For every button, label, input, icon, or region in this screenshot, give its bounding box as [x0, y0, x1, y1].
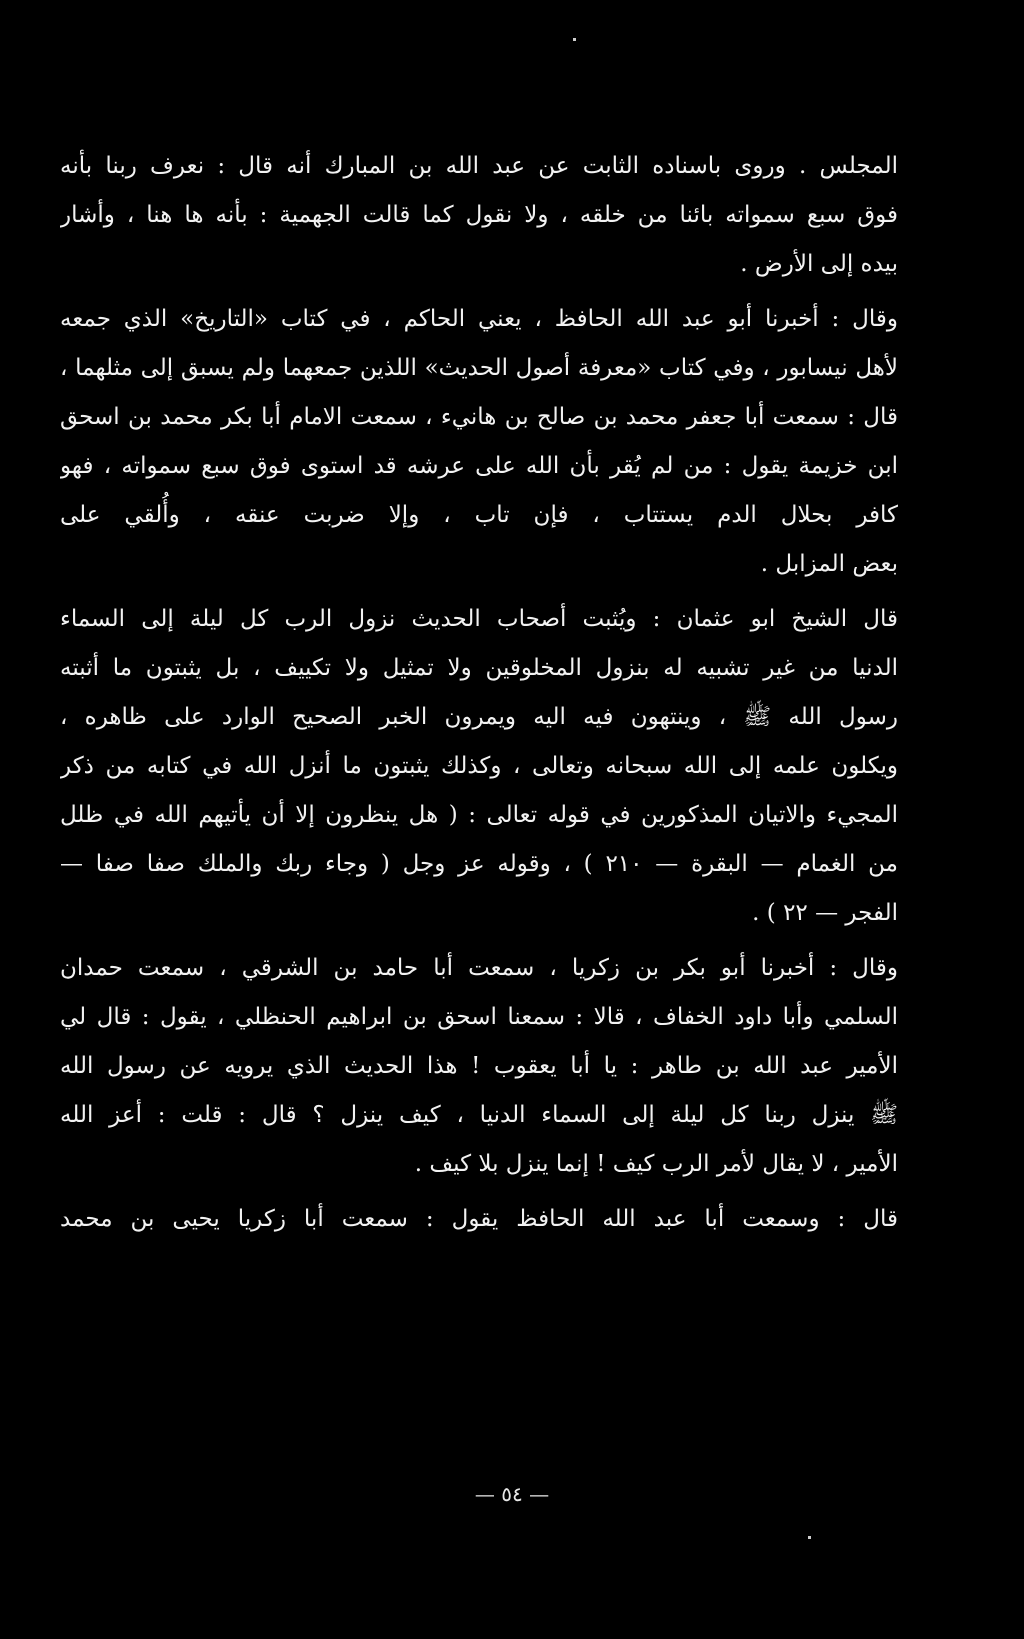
text-line: وقال : أخبرنا أبو بكر بن زكريا ، سمعت أبا حامد بن الشرقي ، سمعت حمدان [60, 955, 898, 981]
text-line: الأمير ، لا يقال لأمر الرب كيف ! إنما ينزل بلا كيف . [414, 1151, 898, 1177]
scan-speck [573, 38, 576, 41]
text-line: لأهل نيسابور ، وفي كتاب «معرفة أصول الحديث» اللذين جمعهما ولم يسبق إلى مثلهما ، [60, 355, 898, 381]
text-line: قال الشيخ ابو عثمان : ويُثبت أصحاب الحديث نزول الرب كل ليلة إلى السماء [60, 606, 898, 632]
text-line: الدنيا من غير تشبيه له بنزول المخلوقين ولا تمثيل ولا تكييف ، بل يثبتون ما أثبته [60, 655, 898, 681]
text-line: السلمي وأبا داود الخفاف ، قالا : سمعنا اسحق بن ابراهيم الحنظلي ، يقول : قال لي [60, 1004, 898, 1030]
text-line: الأمير عبد الله بن طاهر : يا أبا يعقوب ! هذا الحديث الذي يرويه عن رسول الله [60, 1053, 898, 1079]
text-line: بعض المزابل . [760, 551, 898, 577]
text-line: رسول الله ﷺ ، وينتهون فيه اليه ويمرون الخبر الصحيح الوارد على ظاهره ، [60, 704, 898, 730]
text-line: بيده إلى الأرض . [740, 251, 898, 277]
text-line: فوق سبع سمواته بائنا من خلقه ، ولا نقول كما قالت الجهمية : بأنه ها هنا ، وأشار [60, 202, 898, 228]
text-line: من الغمام — البقرة — ٢١٠ ) ، وقوله عز وجل ( وجاء ربك والملك صفا صفا — [60, 851, 898, 877]
text-line: كافر بحلال الدم يستتاب ، فإن تاب ، وإلا ضربت عنقه ، وأُلقي على [60, 502, 898, 528]
text-line: المجيء والاتيان المذكورين في قوله تعالى : ( هل ينظرون إلا أن يأتيهم الله في ظلل [60, 802, 898, 828]
text-line: قال : سمعت أبا جعفر محمد بن صالح بن هانيء ، سمعت الامام أبا بكر محمد بن اسحق [60, 404, 898, 430]
scan-speck [808, 1536, 811, 1539]
text-line: الفجر — ٢٢ ) . [752, 900, 898, 926]
text-line: ابن خزيمة يقول : من لم يُقر بأن الله على عرشه قد استوى فوق سبع سمواته ، فهو [60, 453, 898, 479]
text-line: ويكلون علمه إلى الله سبحانه وتعالى ، وكذلك يثبتون ما أنزل الله في كتابه من ذكر [60, 753, 898, 779]
text-line: قال : وسمعت أبا عبد الله الحافظ يقول : سمعت أبا زكريا يحيى بن محمد [60, 1206, 898, 1232]
page-number: — ٥٤ — [474, 1482, 550, 1506]
text-line: ﷺ ينزل ربنا كل ليلة إلى السماء الدنيا ، كيف ينزل ؟ قال : قلت : أعز الله [60, 1102, 898, 1128]
text-line: وقال : أخبرنا أبو عبد الله الحافظ ، يعني الحاكم ، في كتاب «التاريخ» الذي جمعه [60, 306, 898, 332]
text-line: المجلس . وروى باسناده الثابت عن عبد الله بن المبارك أنه قال : نعرف ربنا بأنه [60, 153, 898, 179]
page-text-block [60, 142, 898, 1244]
